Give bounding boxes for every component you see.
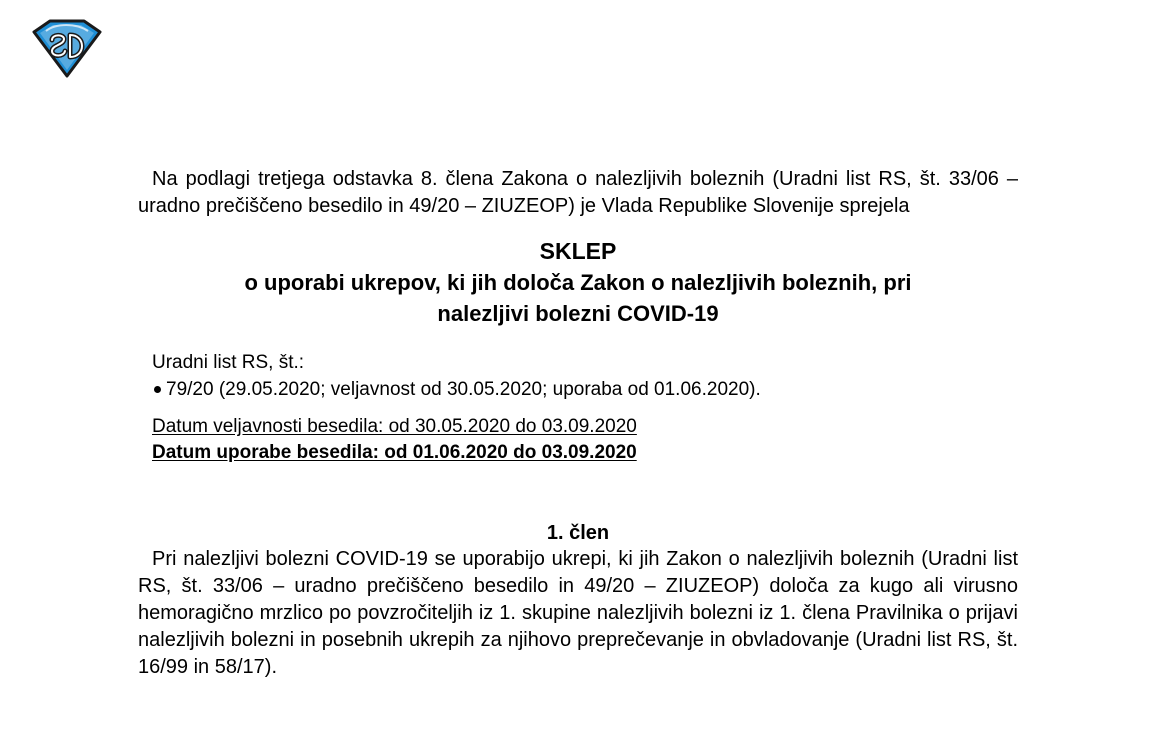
article-1-heading: 1. člen	[546, 522, 610, 544]
gazette-entry-text: 79/20 (29.05.2020; veljavnost od 30.05.2020; uporaba od 01.06.2020).	[166, 379, 761, 400]
bullet-icon	[154, 386, 161, 393]
title-line-2: o uporabi ukrepov, ki jih določa Zakon o nalezljivih boleznih, pri	[244, 270, 912, 295]
document-title	[138, 236, 1018, 329]
article-1-text: Pri nalezljivi bolezni COVID-19 se uporabijo ukrepi, ki jih Zakon o nalezljivih boleznih (Uradni list RS, št. 33/06 – uradno prečiščeno besedilo in 49/20 – ZIUZEOP) določa za kugo ali virusno hemoragično mrzlico po povzročiteljih iz 1. skupine nalezljivih bolezni iz 1. člena Pravilnika o prijavi nalezljivih bolezni in posebnih ukrepih za njihovo preprečevanje in obvladovanje (Uradni list RS, št. 16/99 in 58/17).	[138, 548, 1018, 678]
validity-date: Datum veljavnosti besedila: od 30.05.2020 do 03.09.2020	[152, 416, 637, 437]
document-body	[138, 166, 1018, 681]
title-line-3: nalezljivi bolezni COVID-19	[437, 301, 719, 326]
sd-shield-logo-icon	[30, 18, 104, 78]
preamble-paragraph: Na podlagi tretjega odstavka 8. člena Zakona o nalezljivih boleznih (Uradni list RS, št. 33/06 – uradno prečiščeno besedilo in 49/20 – ZIUZEOP) je Vlada Republike Slovenije sprejela	[138, 168, 1018, 217]
title-main: SKLEP	[539, 238, 617, 264]
gazette-entry	[152, 376, 1018, 403]
dates-section	[138, 414, 1018, 466]
application-date: Datum uporabe besedila: od 01.06.2020 do 03.09.2020	[152, 442, 637, 463]
gazette-label: Uradni list RS, št.:	[152, 352, 305, 373]
gazette-section	[138, 349, 1018, 403]
